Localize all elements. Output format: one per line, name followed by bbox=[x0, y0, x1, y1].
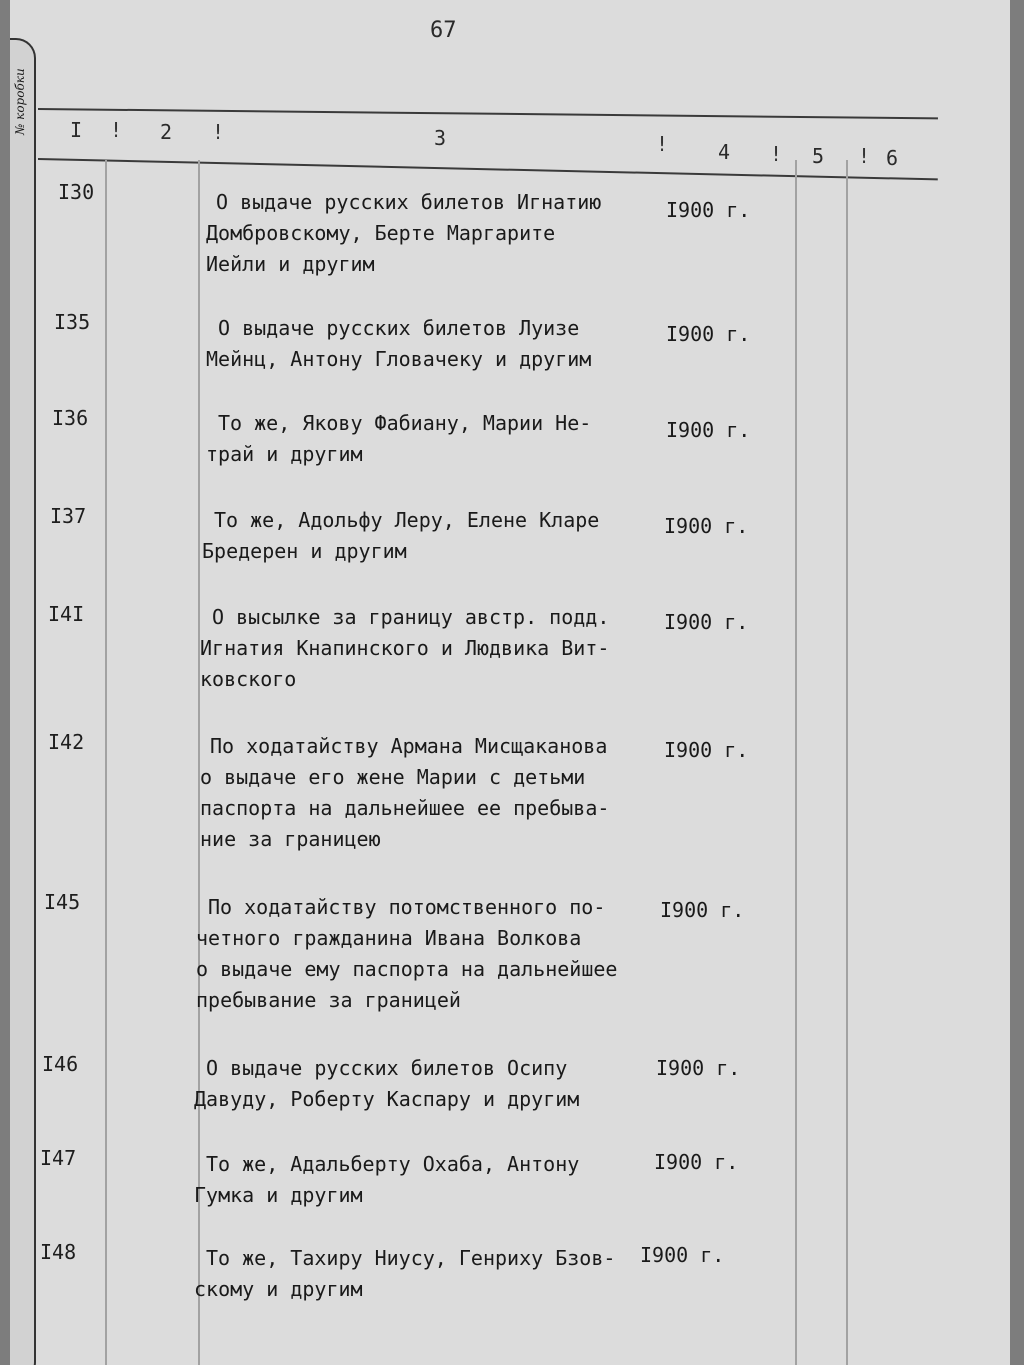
entry-year: I900 г. bbox=[666, 418, 751, 442]
entry-year: I900 г. bbox=[654, 1150, 739, 1174]
entry-year: I900 г. bbox=[666, 322, 751, 346]
entry-number: I46 bbox=[42, 1052, 79, 1076]
entry-year: I900 г. bbox=[640, 1243, 725, 1267]
entry-line: Давуду, Роберту Каспару и другим bbox=[194, 1087, 580, 1111]
header-separator: ! bbox=[110, 118, 123, 142]
entry-year: I900 г. bbox=[664, 738, 749, 762]
entry-year: I900 г. bbox=[656, 1056, 741, 1080]
entry-line: Гумка и другим bbox=[194, 1183, 363, 1207]
entry-line: То же, Адольфу Леру, Елене Кларе bbox=[214, 508, 600, 532]
entry-line: По ходатайству Армана Мисщаканова bbox=[210, 734, 608, 758]
entry-description bbox=[200, 602, 609, 695]
binding-spine bbox=[10, 38, 36, 1365]
entry-line: о выдаче ему паспорта на дальнейшее bbox=[196, 957, 618, 981]
entry-line: Бредерен и другим bbox=[202, 539, 407, 563]
header-col-1: I bbox=[70, 118, 83, 142]
entry-line: Домбровскому, Берте Маргарите bbox=[206, 221, 556, 245]
entry-line: То же, Якову Фабиану, Марии Не- bbox=[218, 411, 592, 435]
entry-number: I35 bbox=[54, 310, 91, 334]
entry-line: четного гражданина Ивана Волкова bbox=[196, 926, 582, 950]
entry-line: О выдаче русских билетов Осипу bbox=[206, 1056, 568, 1080]
entry-line: ние за границею bbox=[200, 827, 381, 851]
spine-label: № коробки bbox=[13, 68, 27, 135]
column-divider bbox=[795, 160, 797, 1365]
entry-description bbox=[206, 187, 601, 280]
entry-line: О выдаче русских билетов Луизе bbox=[218, 316, 580, 340]
entry-description bbox=[194, 1243, 615, 1305]
entry-line: Иейли и другим bbox=[206, 252, 375, 276]
entry-description bbox=[194, 1149, 579, 1211]
header-col-5: 5 bbox=[812, 144, 825, 168]
entry-description bbox=[202, 505, 599, 567]
header-col-6: 6 bbox=[886, 146, 899, 170]
header-col-2: 2 bbox=[160, 120, 173, 144]
column-divider bbox=[105, 160, 107, 1365]
entry-line: То же, Тахиру Ниусу, Генриху Бзов- bbox=[206, 1246, 616, 1270]
entry-description bbox=[206, 313, 591, 375]
entry-number: I48 bbox=[40, 1240, 77, 1264]
entry-description bbox=[200, 731, 609, 855]
header-rule-top bbox=[38, 108, 938, 119]
entry-year: I900 г. bbox=[664, 514, 749, 538]
entry-line: О выдаче русских билетов Игнатию bbox=[216, 190, 602, 214]
header-col-4: 4 bbox=[718, 140, 731, 164]
archive-page bbox=[10, 0, 1010, 1365]
entry-number: I30 bbox=[58, 180, 95, 204]
entry-description bbox=[206, 408, 591, 470]
entry-line: О высылке за границу австр. подд. bbox=[212, 605, 610, 629]
entry-line: паспорта на дальнейшее ее пребыва- bbox=[200, 796, 610, 820]
entry-line: По ходатайству потомственного по- bbox=[208, 895, 606, 919]
entry-number: I4I bbox=[48, 602, 85, 626]
header-separator: ! bbox=[656, 132, 669, 156]
header-col-3: 3 bbox=[434, 126, 447, 150]
entry-year: I900 г. bbox=[660, 898, 745, 922]
entry-description bbox=[196, 892, 617, 1016]
header-separator: ! bbox=[770, 142, 783, 166]
entry-line: Мейнц, Антону Гловачеку и другим bbox=[206, 347, 592, 371]
entry-number: I42 bbox=[48, 730, 85, 754]
entry-number: I47 bbox=[40, 1146, 77, 1170]
entry-number: I45 bbox=[44, 890, 81, 914]
entry-line: о выдаче его жене Марии с детьми bbox=[200, 765, 586, 789]
entry-line: скому и другим bbox=[194, 1277, 363, 1301]
header-separator: ! bbox=[858, 144, 871, 168]
entry-number: I37 bbox=[50, 504, 87, 528]
entry-line: То же, Адальберту Охаба, Антону bbox=[206, 1152, 580, 1176]
column-divider bbox=[846, 160, 848, 1365]
entry-line: трай и другим bbox=[206, 442, 363, 466]
entry-year: I900 г. bbox=[664, 610, 749, 634]
entry-line: пребывание за границей bbox=[196, 988, 461, 1012]
entry-line: Игнатия Кнапинского и Людвика Вит- bbox=[200, 636, 610, 660]
entry-line: ковского bbox=[200, 667, 297, 691]
header-rule-bottom bbox=[38, 158, 938, 180]
page-number: 67 bbox=[430, 18, 457, 43]
header-separator: ! bbox=[212, 120, 225, 144]
entry-number: I36 bbox=[52, 406, 89, 430]
entry-year: I900 г. bbox=[666, 198, 751, 222]
entry-description bbox=[194, 1053, 579, 1115]
